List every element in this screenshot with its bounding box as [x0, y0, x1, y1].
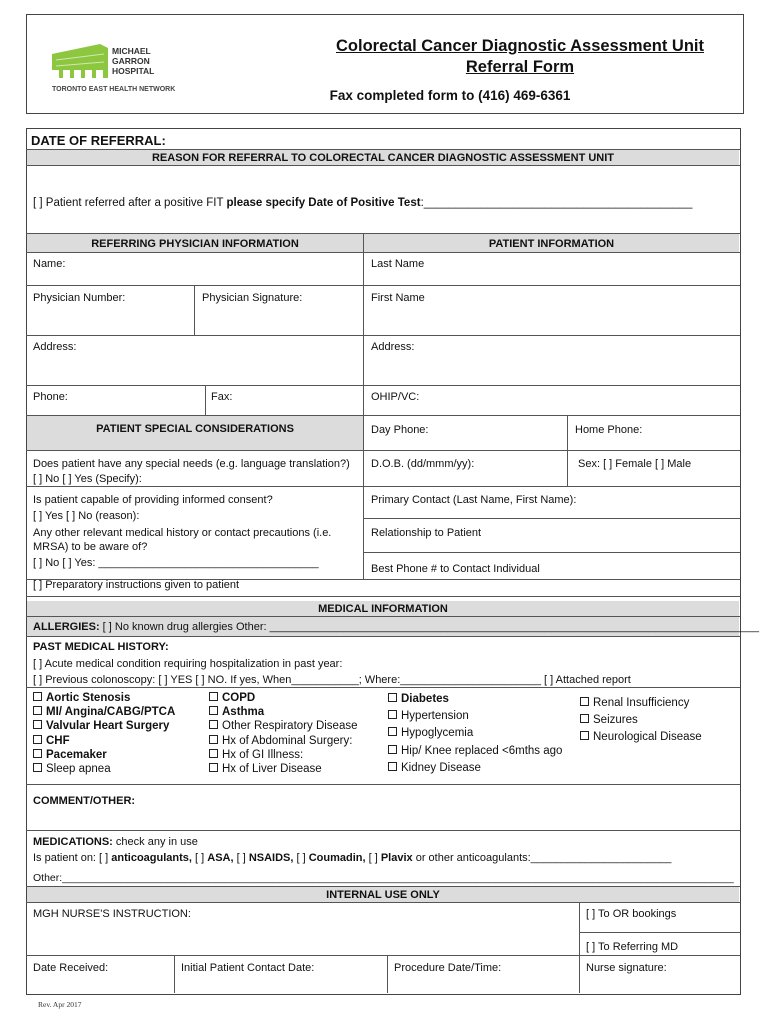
- patient-last-name-field[interactable]: Last Name: [371, 258, 425, 270]
- history-item[interactable]: [209, 691, 358, 705]
- logo-network: TORONTO EAST HEALTH NETWORK: [52, 86, 176, 93]
- checkbox-icon[interactable]: [33, 763, 42, 772]
- checkbox-icon[interactable]: [33, 749, 42, 758]
- physician-phone-field[interactable]: Phone:: [33, 391, 68, 403]
- history-column-1: [33, 691, 175, 776]
- relationship-field[interactable]: Relationship to Patient: [371, 527, 482, 539]
- other-medications-line[interactable]: Other:___________________________________________________________________________________________________________________: [33, 872, 734, 884]
- consent-options[interactable]: [ ] Yes [ ] No (reason):: [33, 510, 140, 522]
- checkbox-icon[interactable]: [33, 692, 42, 701]
- checkbox-icon[interactable]: [209, 692, 218, 701]
- logo-line-3: HOSPITAL: [112, 66, 155, 76]
- history-item-label: Other Respiratory Disease: [222, 720, 358, 733]
- history-item-label: Pacemaker: [46, 748, 107, 761]
- checkbox-icon[interactable]: [33, 720, 42, 729]
- history-item-label: Hx of Abdominal Surgery:: [222, 734, 353, 747]
- history-item[interactable]: [580, 729, 702, 746]
- medications-line: MEDICATIONS: check any in use: [33, 836, 198, 848]
- checkbox-icon[interactable]: [388, 727, 397, 736]
- special-considerations-header: PATIENT SPECIAL CONSIDERATIONS: [96, 423, 294, 435]
- physician-fax-field[interactable]: Fax:: [211, 391, 233, 403]
- to-referring-md-checkbox[interactable]: [ ] To Referring MD: [586, 941, 679, 953]
- previous-colonoscopy-line[interactable]: [ ] Previous colonoscopy: [ ] YES [ ] NO. If yes, When___________; Where:_______________________ [ ] Attached report: [33, 674, 631, 686]
- history-column-4: [580, 695, 702, 745]
- history-item[interactable]: [580, 695, 702, 712]
- anticoagulant-options[interactable]: Is patient on: [ ] anticoagulants, [ ] ASA, [ ] NSAIDS, [ ] Coumadin, [ ] Plavix or other anticoagulants:_______________________: [33, 852, 672, 864]
- fax-instruction: Fax completed form to (416) 469-6361: [329, 88, 571, 103]
- patient-address-field[interactable]: Address:: [371, 341, 415, 353]
- checkbox-icon[interactable]: [209, 706, 218, 715]
- physician-name-field[interactable]: Name:: [33, 258, 66, 270]
- special-needs-options[interactable]: [ ] No [ ] Yes (Specify):: [33, 473, 142, 485]
- history-question-line-1: Any other relevant medical history or contact precautions (i.e.: [33, 527, 332, 539]
- history-item[interactable]: [33, 748, 175, 762]
- allergies-line[interactable]: ALLERGIES: [ ] No known drug allergies Other: ________________________________________________________________________________: [33, 621, 760, 633]
- logo-line-2: GARRON: [112, 56, 150, 66]
- history-item-label: Seizures: [593, 713, 638, 726]
- history-item-label: Kidney Disease: [401, 761, 481, 774]
- history-item-label: Asthma: [222, 706, 265, 719]
- history-item[interactable]: [209, 748, 358, 762]
- physician-info-header: REFERRING PHYSICIAN INFORMATION: [91, 238, 299, 250]
- comment-other-label[interactable]: COMMENT/OTHER:: [33, 795, 136, 807]
- date-received-field[interactable]: Date Received:: [33, 962, 109, 974]
- medical-info-header: MEDICAL INFORMATION: [318, 603, 448, 615]
- history-item[interactable]: [33, 734, 175, 748]
- history-item[interactable]: [209, 734, 358, 748]
- patient-dob-field[interactable]: D.O.B. (dd/mmm/yy):: [371, 458, 475, 470]
- history-item-label: Hx of Liver Disease: [222, 763, 322, 776]
- history-item[interactable]: [33, 705, 175, 719]
- internal-use-header: INTERNAL USE ONLY: [326, 889, 440, 901]
- best-phone-field[interactable]: Best Phone # to Contact Individual: [371, 563, 540, 575]
- history-item-label: Aortic Stenosis: [46, 692, 131, 704]
- positive-fit-line[interactable]: [ ] Patient referred after a positive FIT please specify Date of Positive Test:__________________________________________: [33, 197, 693, 209]
- history-column-3: [388, 691, 562, 777]
- checkbox-icon[interactable]: [209, 720, 218, 729]
- history-item[interactable]: [33, 719, 175, 733]
- patient-sex-options[interactable]: Sex: [ ] Female [ ] Male: [578, 458, 692, 470]
- patient-ohip-field[interactable]: OHIP/VC:: [371, 391, 420, 403]
- history-item[interactable]: [209, 762, 358, 776]
- checkbox-icon[interactable]: [209, 763, 218, 772]
- nurse-signature-field[interactable]: Nurse signature:: [586, 962, 667, 974]
- patient-day-phone-field[interactable]: Day Phone:: [371, 424, 429, 436]
- history-item-label: Hx of GI Illness:: [222, 748, 304, 761]
- history-item[interactable]: [209, 705, 358, 719]
- checkbox-icon[interactable]: [209, 735, 218, 744]
- history-options[interactable]: [ ] No [ ] Yes: ____________________________________: [33, 557, 319, 569]
- history-item-label: Diabetes: [401, 693, 449, 705]
- history-item-label: Neurological Disease: [593, 730, 702, 743]
- checkbox-icon[interactable]: [388, 710, 397, 719]
- history-item[interactable]: [388, 725, 562, 742]
- history-item[interactable]: [33, 762, 175, 776]
- procedure-date-field[interactable]: Procedure Date/Time:: [394, 962, 502, 974]
- patient-info-header: PATIENT INFORMATION: [488, 238, 615, 250]
- physician-number-field[interactable]: Physician Number:: [33, 292, 126, 304]
- acute-condition-checkbox[interactable]: [ ] Acute medical condition requiring hospitalization in past year:: [33, 658, 343, 670]
- nurse-instruction-field[interactable]: MGH NURSE'S INSTRUCTION:: [33, 908, 191, 920]
- consent-question: Is patient capable of providing informed consent?: [33, 494, 273, 506]
- reason-header: REASON FOR REFERRAL TO COLORECTAL CANCER DIAGNOSTIC ASSESSMENT UNIT: [151, 152, 615, 164]
- history-item-label: Renal Insufficiency: [593, 697, 690, 709]
- history-item-label: Sleep apnea: [46, 763, 111, 776]
- history-column-2: [209, 691, 358, 776]
- history-question-line-2: MRSA) to be aware of?: [33, 541, 148, 553]
- history-item-label: Hip/ Knee replaced <6mths ago: [401, 744, 563, 757]
- history-item[interactable]: [388, 760, 562, 777]
- past-medical-history-label: PAST MEDICAL HISTORY:: [33, 641, 169, 653]
- form-title: [300, 36, 740, 78]
- history-item[interactable]: [388, 708, 562, 725]
- history-item-label: MI/ Angina/CABG/PTCA: [46, 706, 176, 719]
- checkbox-icon[interactable]: [580, 731, 589, 740]
- physician-signature-field[interactable]: Physician Signature:: [202, 292, 303, 304]
- checkbox-icon[interactable]: [580, 697, 589, 706]
- history-item-label: Hypoglycemia: [401, 727, 474, 740]
- checkbox-icon[interactable]: [388, 745, 397, 754]
- revision-note: Rev. Apr 2017: [38, 1000, 82, 1009]
- checkbox-icon[interactable]: [580, 714, 589, 723]
- history-item[interactable]: [580, 712, 702, 729]
- checkbox-icon[interactable]: [388, 762, 397, 771]
- history-item-label: CHF: [46, 734, 70, 747]
- checkbox-icon[interactable]: [388, 693, 397, 702]
- history-item[interactable]: [33, 691, 175, 705]
- physician-address-field[interactable]: Address:: [33, 341, 77, 353]
- history-item[interactable]: [388, 743, 562, 760]
- checkbox-icon[interactable]: [33, 735, 42, 744]
- history-item-label: COPD: [222, 692, 256, 704]
- patient-first-name-field[interactable]: First Name: [371, 292, 425, 304]
- preparatory-instructions-checkbox[interactable]: [ ] Preparatory instructions given to patient: [33, 579, 240, 591]
- history-item-label: Valvular Heart Surgery: [46, 720, 170, 733]
- logo-line-1: MICHAEL: [112, 46, 151, 56]
- history-item[interactable]: [209, 719, 358, 733]
- to-or-bookings-checkbox[interactable]: [ ] To OR bookings: [586, 908, 677, 920]
- form-title-line-2: Referral Form: [465, 58, 575, 76]
- form-title-line-1: Colorectal Cancer Diagnostic Assessment Unit: [336, 37, 704, 55]
- checkbox-icon[interactable]: [33, 706, 42, 715]
- special-needs-question: Does patient have any special needs (e.g. language translation?): [33, 458, 350, 470]
- initial-contact-date-field[interactable]: Initial Patient Contact Date:: [181, 962, 315, 974]
- history-item[interactable]: [388, 691, 562, 708]
- history-item-label: Hypertension: [401, 710, 469, 723]
- primary-contact-field[interactable]: Primary Contact (Last Name, First Name):: [371, 494, 577, 506]
- checkbox-icon[interactable]: [209, 749, 218, 758]
- date-of-referral-label: DATE OF REFERRAL:: [31, 133, 166, 148]
- patient-home-phone-field[interactable]: Home Phone:: [575, 424, 643, 436]
